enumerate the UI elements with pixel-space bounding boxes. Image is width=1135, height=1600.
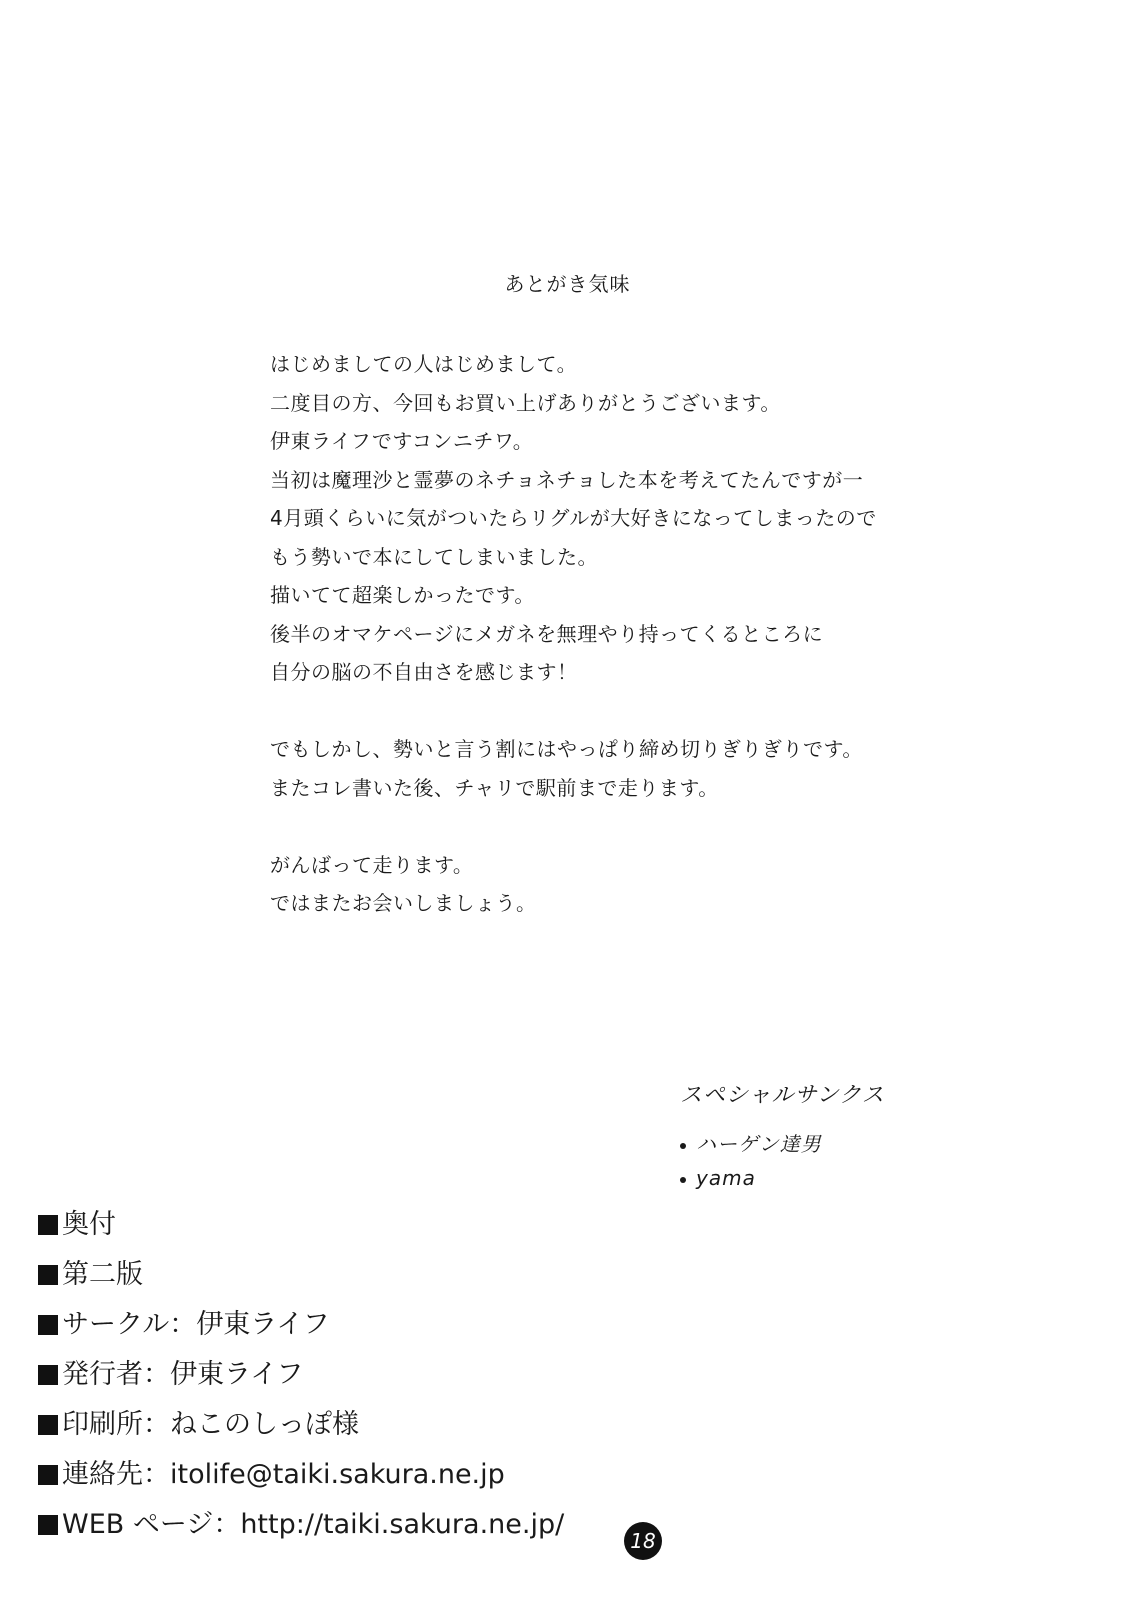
colophon-edition: 第二版 bbox=[62, 1259, 143, 1290]
afterword-line: はじめましての人はじめまして。 bbox=[270, 352, 578, 376]
square-bullet-icon bbox=[38, 1415, 58, 1435]
afterword-line: 二度目の方、今回もお買い上げありがとうございます。 bbox=[270, 390, 781, 415]
afterword-line: がんばって走ります。 bbox=[270, 852, 474, 877]
bullet-icon bbox=[680, 1177, 686, 1183]
afterword-line: またコレ書いた後、チャリで駅前まで走ります。 bbox=[270, 775, 719, 800]
colophon-heading: 奥付 bbox=[62, 1209, 116, 1240]
afterword-title: あとがき気味 bbox=[504, 272, 631, 296]
afterword-line: 自分の脳の不自由さを感じます！ bbox=[270, 660, 578, 684]
colophon-row bbox=[38, 1200, 738, 1250]
colophon-row bbox=[38, 1450, 738, 1500]
afterword-line: 4月頭くらいに気がついたらリグルが大好きになってしまったので bbox=[270, 506, 877, 530]
afterword-line: でもしかし、勢いと言う割にはやっぱり締め切りぎりぎりです。 bbox=[270, 737, 863, 761]
afterword-line: 描いてて超楽しかったです。 bbox=[270, 583, 535, 607]
square-bullet-icon bbox=[38, 1315, 58, 1335]
special-thanks-name: ハーゲン達男 bbox=[696, 1132, 822, 1156]
afterword-line: ではまたお会いしましょう。 bbox=[270, 891, 537, 915]
colophon-row bbox=[38, 1300, 738, 1350]
afterword-line: 後半のオマケページにメガネを無理やり持ってくるところに bbox=[270, 621, 824, 646]
bullet-icon bbox=[680, 1143, 686, 1149]
colophon-row bbox=[38, 1350, 738, 1400]
colophon-row bbox=[38, 1250, 738, 1300]
afterword-line: 伊東ライフですコンニチワ。 bbox=[270, 429, 534, 453]
special-thanks bbox=[680, 1078, 980, 1195]
colophon-printer: 印刷所：ねこのしっぽ様 bbox=[62, 1409, 359, 1440]
square-bullet-icon bbox=[38, 1465, 58, 1485]
square-bullet-icon bbox=[38, 1265, 58, 1285]
square-bullet-icon bbox=[38, 1365, 58, 1385]
afterword-line: 当初は魔理沙と霊夢のネチョネチョした本を考えてたんですが一 bbox=[270, 467, 864, 492]
colophon-row bbox=[38, 1400, 738, 1450]
square-bullet-icon bbox=[38, 1215, 58, 1235]
afterword-blank-line bbox=[270, 692, 990, 731]
special-thanks-name: yama bbox=[696, 1166, 756, 1190]
special-thanks-item bbox=[680, 1161, 980, 1195]
special-thanks-title: スペシャルサンクス bbox=[680, 1083, 885, 1108]
colophon-circle: サークル：伊東ライフ bbox=[62, 1309, 330, 1340]
special-thanks-item bbox=[680, 1127, 980, 1161]
afterword-line: もう勢いで本にしてしまいました。 bbox=[270, 544, 598, 569]
square-bullet-icon bbox=[38, 1515, 58, 1535]
colophon bbox=[38, 1200, 738, 1550]
page-number: 18 bbox=[624, 1522, 662, 1560]
colophon-publisher: 発行者：伊東ライフ bbox=[62, 1359, 304, 1390]
colophon-web: WEB ページ：http://taiki.sakura.ne.jp/ bbox=[62, 1509, 565, 1540]
afterword-body bbox=[270, 345, 990, 923]
afterword-blank-line bbox=[270, 807, 990, 846]
colophon-contact: 連絡先：itolife@taiki.sakura.ne.jp bbox=[62, 1459, 505, 1490]
